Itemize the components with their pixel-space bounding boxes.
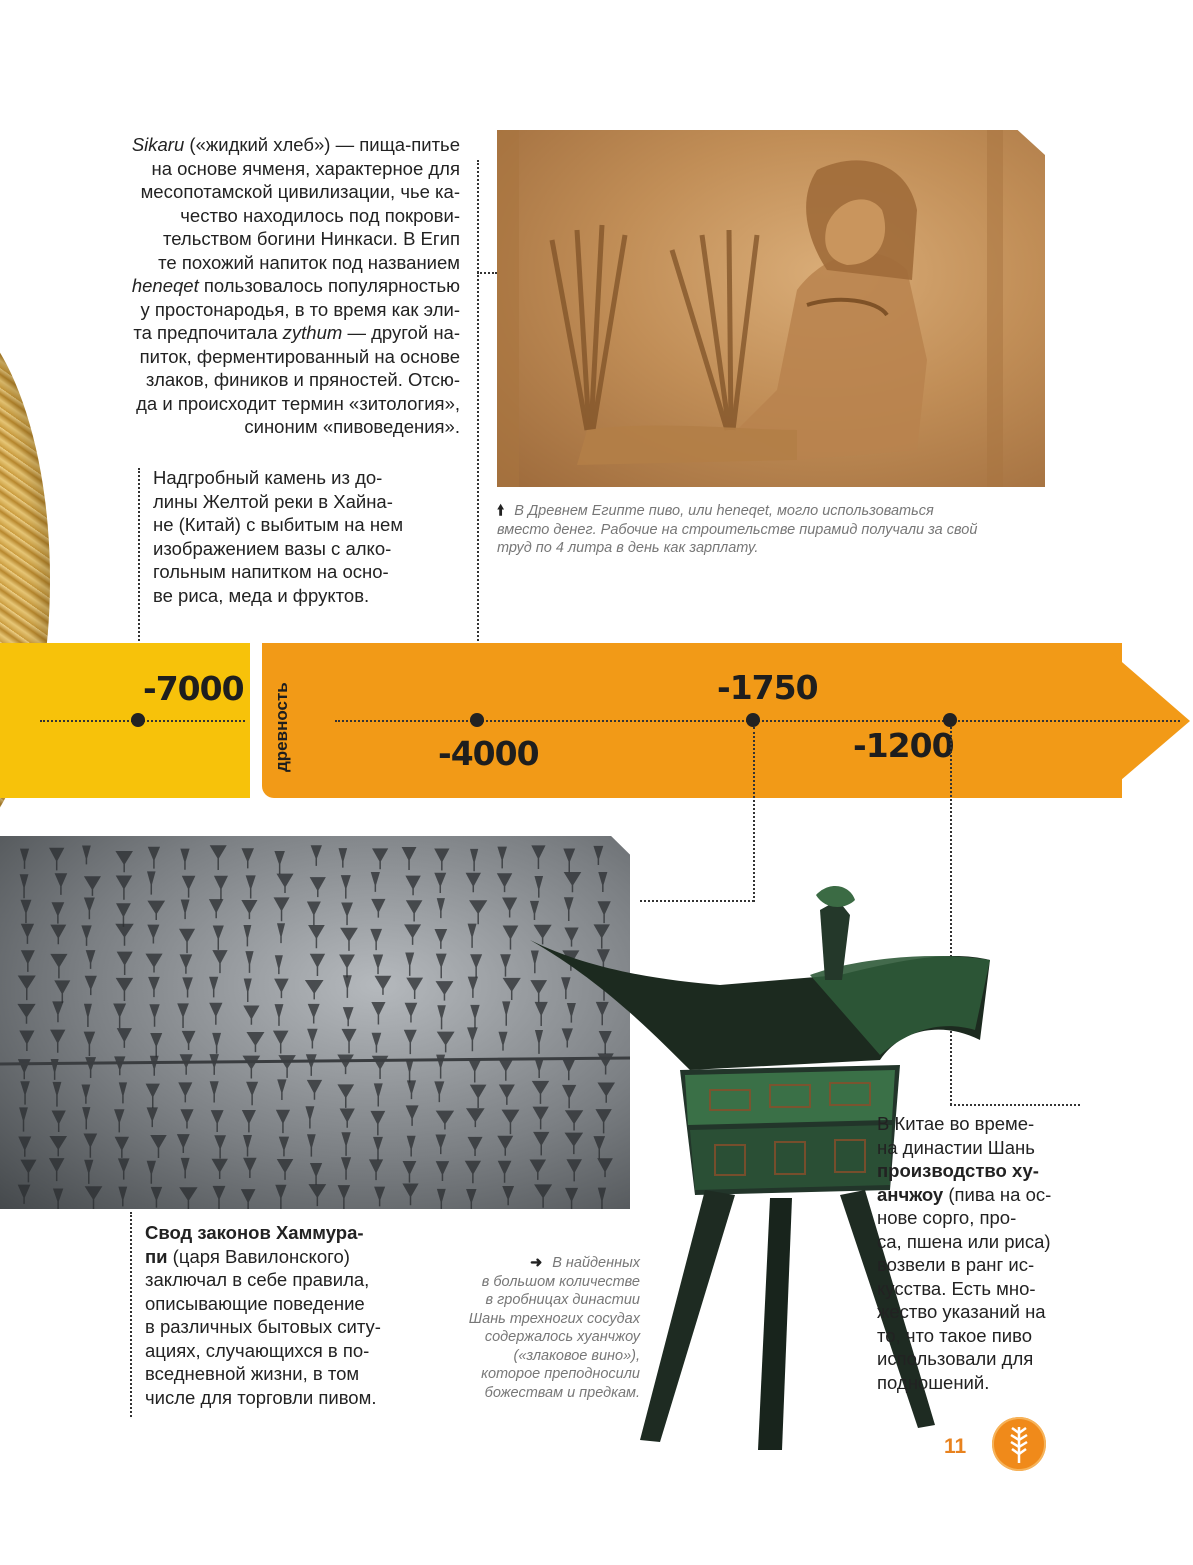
text-line: описывающие поведение (145, 1292, 365, 1314)
intro-paragraph (100, 133, 460, 439)
law-code-title: Свод законов Хаммура- (145, 1222, 364, 1243)
text-line: в различных бытовых ситу- (145, 1316, 381, 1337)
text-line: гольным напитком на осно- (153, 561, 389, 582)
text-line: лины Желтой реки в Хайна- (153, 490, 393, 512)
text-line: («жидкий хлеб») — пища-питье (184, 134, 460, 155)
text-line: числе для торговли пивом. (145, 1386, 377, 1408)
year-1750: -1750 (717, 668, 818, 707)
text-line: возвели в ранг ис- (877, 1254, 1035, 1275)
text-line: использовали для (877, 1348, 1034, 1369)
egypt-caption (497, 502, 1057, 558)
text-line: В Древнем Египте пиво, или heneqet, могло использоваться (514, 503, 934, 519)
connector-line (753, 727, 755, 902)
year-7000: -7000 (143, 669, 244, 708)
connector-line (477, 160, 479, 720)
text-line: Шань трехногих сосудах (468, 1310, 640, 1327)
term-sikaru: Sikaru (131, 134, 185, 155)
wheat-icon (992, 1417, 1046, 1471)
timeline-marker (131, 713, 145, 727)
text-line: («злаковое вино»), (513, 1347, 640, 1364)
timeline-marker (470, 713, 484, 727)
egyptian-relief-image (497, 130, 1045, 487)
text-line: В Китае во време- (877, 1113, 1035, 1134)
text-line: в большом количестве (481, 1273, 640, 1290)
text-line: труд по 4 литра в день как зарплату. (497, 540, 759, 556)
page-number: 11 (944, 1435, 967, 1458)
text-line: (царя Вавилонского) (167, 1245, 350, 1267)
text-line: на династии Шань (877, 1136, 1035, 1158)
text-line: которое преподносили (481, 1366, 640, 1382)
text-line: кусства. Есть мно- (877, 1277, 1036, 1299)
timeline-marker (943, 713, 957, 727)
text-line: чество находилось под покрови- (180, 204, 460, 226)
term-zythum: zythum (282, 322, 343, 343)
text-line: то, что такое пиво (877, 1324, 1033, 1346)
text-line: изображением вазы с алко- (153, 537, 392, 559)
text-line: в гробницах династии (485, 1292, 640, 1308)
year-4000: -4000 (438, 734, 539, 773)
text-line: у простонародья, в то время как эли- (140, 298, 460, 320)
tombstone-paragraph (153, 466, 453, 607)
text-line: нове сорго, про- (877, 1207, 1017, 1228)
hammurabi-paragraph (145, 1221, 425, 1409)
text-line: ациях, случающихся в по- (145, 1339, 370, 1361)
text-line: на основе ячменя, характерное для (151, 157, 460, 179)
text-line: — другой на- (342, 322, 460, 343)
shang-dynasty-paragraph (877, 1112, 1087, 1394)
text-line: тельством богини Нинкаси. В Егип (162, 228, 460, 249)
text-line: божествам и предкам. (484, 1384, 640, 1401)
text-line: месопотамской цивилизации, чье ка- (140, 181, 460, 202)
vessel-caption (410, 1254, 640, 1402)
text-line: злаков, фиников и пряностей. Отсю- (145, 369, 460, 390)
text-line: содержалось хуанчжоу (484, 1329, 640, 1345)
text-line: В найденных (552, 1255, 640, 1271)
year-1200: -1200 (853, 726, 954, 765)
term-heneqet: heneqet (131, 275, 199, 296)
text-line: не (Китай) с выбитым на нем (153, 514, 404, 535)
text-line: (пива на ос- (943, 1183, 1052, 1205)
text-line: заключал в себе правила, (145, 1269, 370, 1290)
huangjiu-production-highlight: производство ху- (877, 1160, 1039, 1181)
text-line: вседневной жизни, в том (145, 1363, 360, 1384)
connector-line (130, 1212, 132, 1417)
text-line: ве риса, меда и фруктов. (153, 584, 370, 606)
text-line: подношений. (877, 1371, 990, 1393)
text-line: синоним «пивоведения». (244, 416, 460, 437)
text-line: та предпочитала (133, 322, 283, 343)
era-label: древность (272, 682, 291, 772)
text-line: вместо денег. Рабочие на строительстве пирамид получали за свой (497, 521, 978, 538)
text-line: питок, ферментированный на основе (139, 345, 460, 367)
huangjiu-production-highlight: анчжоу (877, 1183, 944, 1205)
arrow-right-icon: ➜ (530, 1255, 543, 1271)
text-line: пользовалось популярностью (198, 275, 460, 296)
text-line: те похожий напиток под названием (158, 251, 460, 273)
connector-line (477, 272, 497, 274)
text-line: жество указаний на (877, 1301, 1046, 1322)
arrow-up-icon: 🠙 (497, 503, 505, 519)
timeline-marker (746, 713, 760, 727)
text-line: Надгробный камень из до- (153, 467, 383, 488)
text-line: да и происходит термин «зитология», (136, 392, 460, 414)
law-code-title: пи (145, 1245, 168, 1267)
text-line: са, пшена или риса) (877, 1230, 1051, 1252)
